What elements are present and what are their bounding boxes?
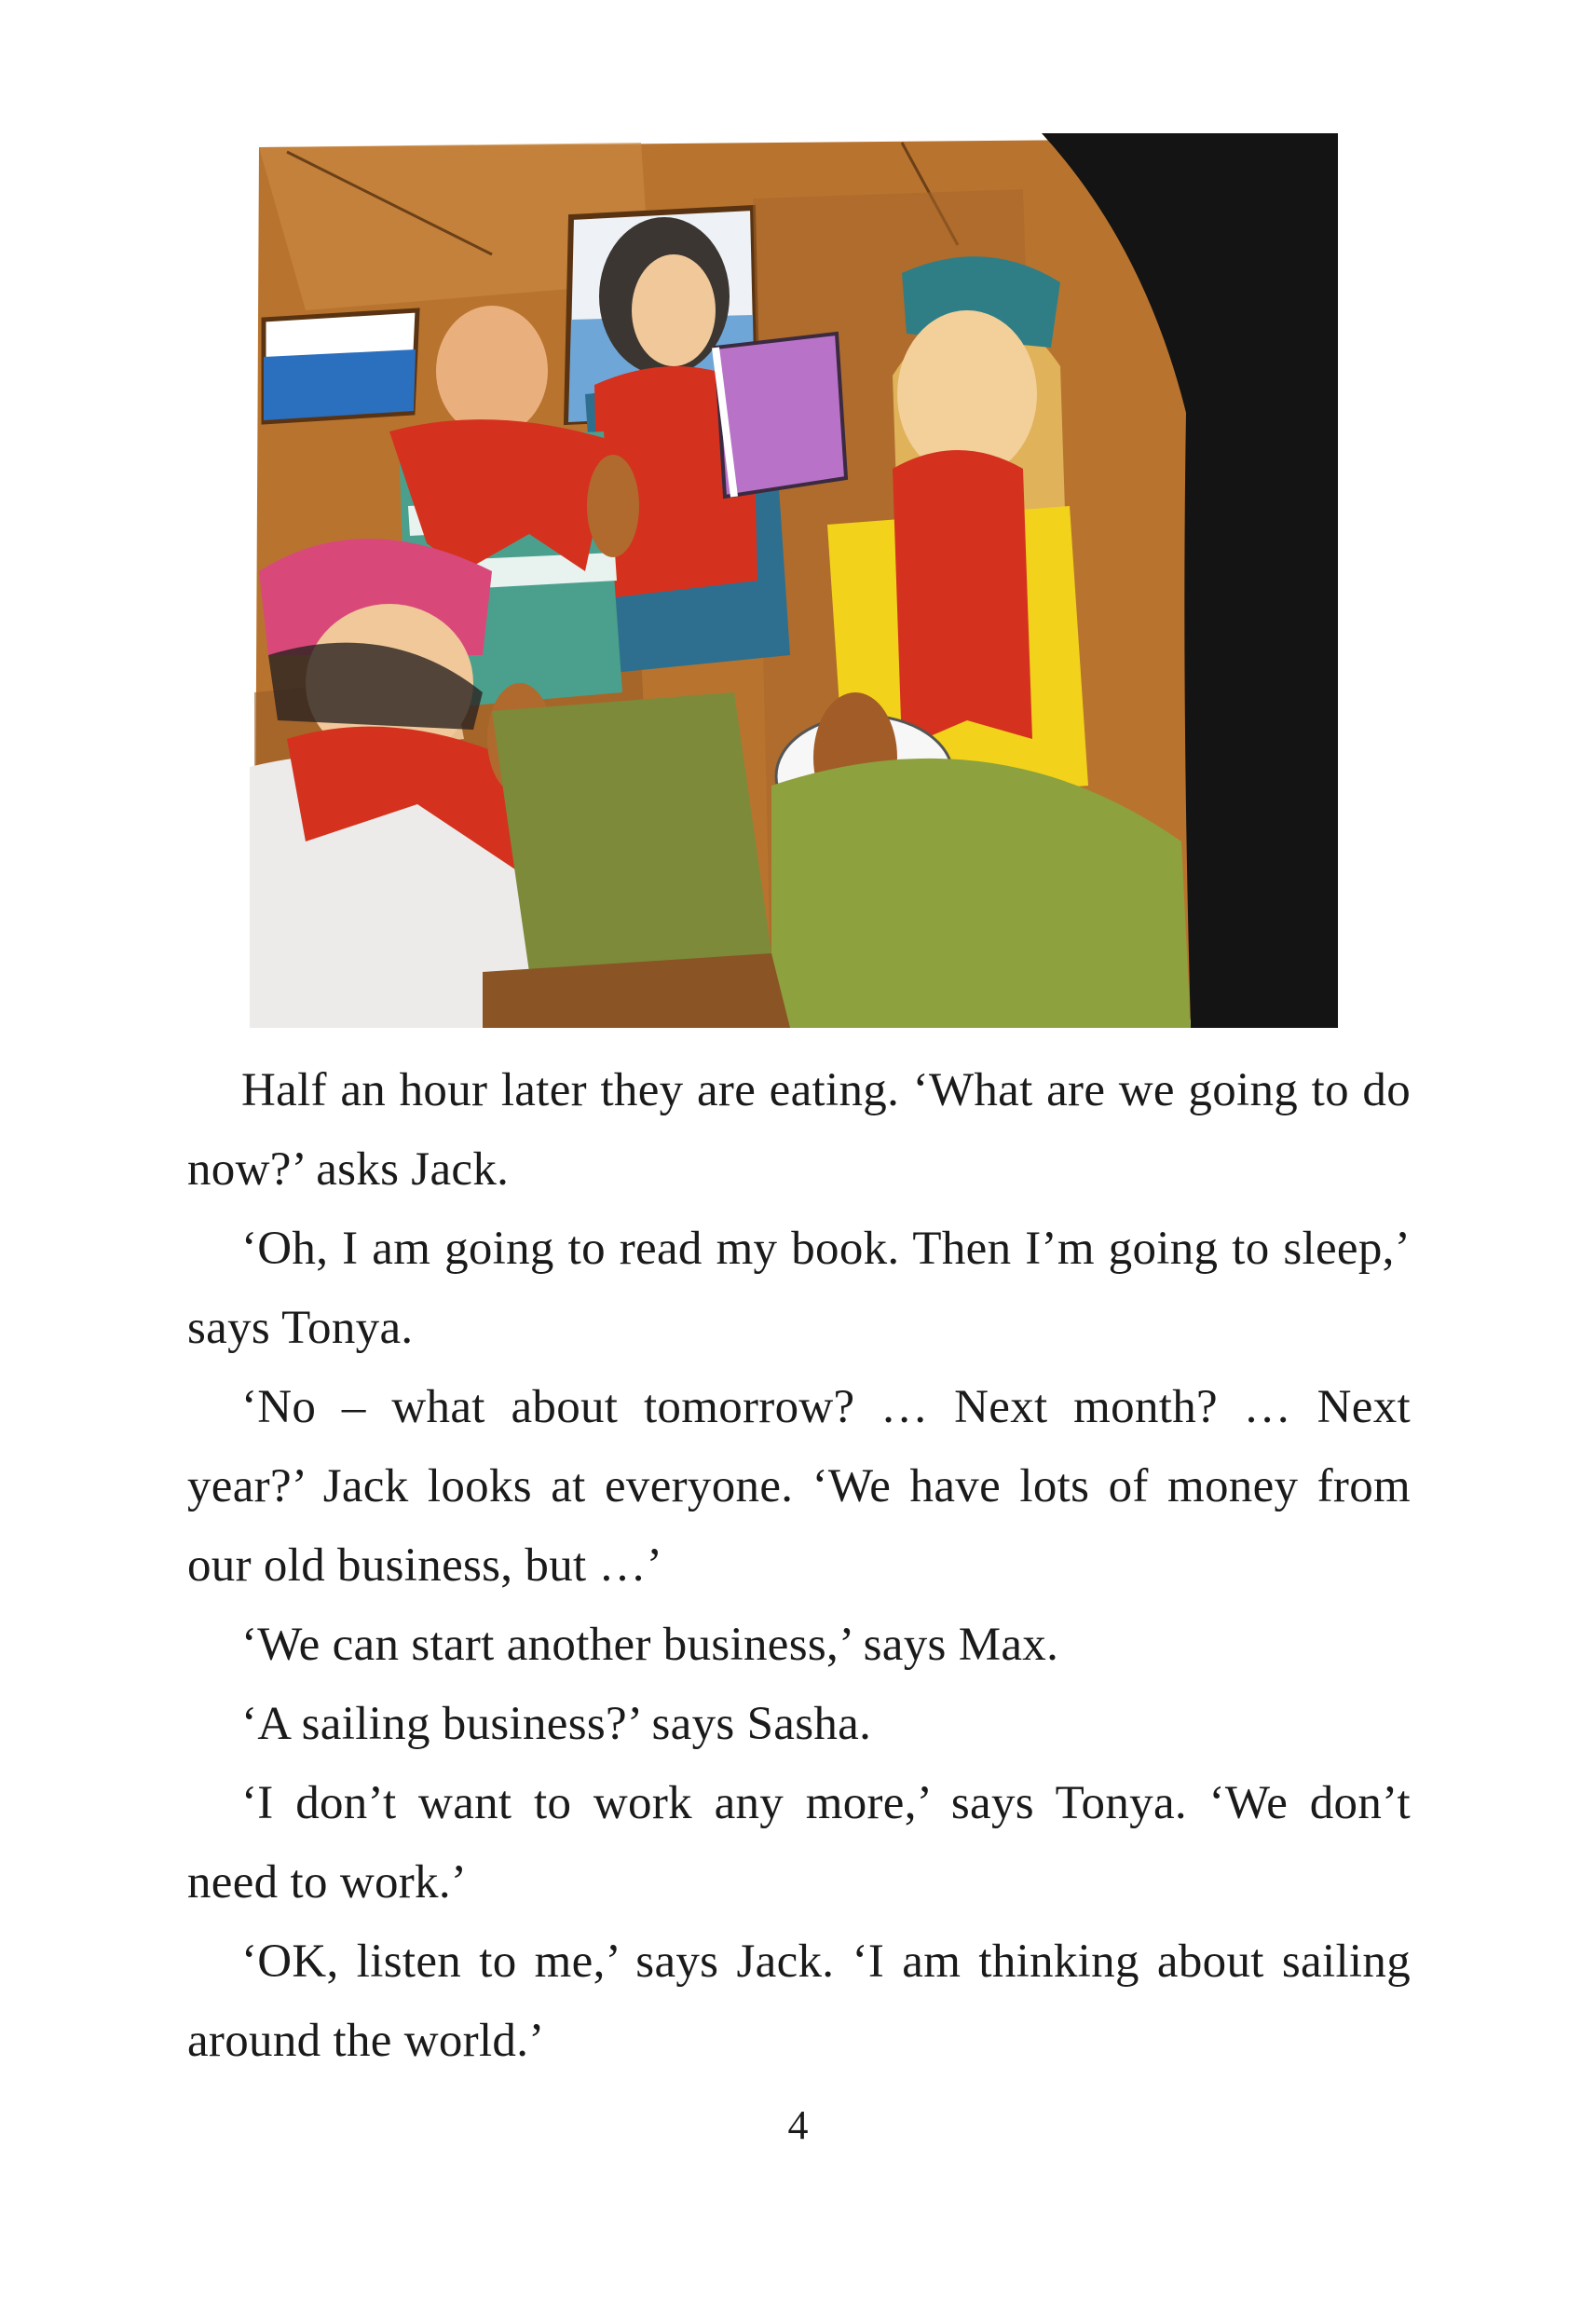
paragraph-4: ‘We can start another business,’ says Max. <box>241 1619 1059 1671</box>
page-number: 4 <box>787 2102 809 2148</box>
boat-cabin-illustration <box>250 133 1338 1028</box>
paragraph-1: Half an hour later they are eating. ‘What are we going to do now?’ asks Jack. <box>187 1064 1411 1196</box>
story-text <box>187 1051 1411 2081</box>
paragraph-2: ‘Oh, I am going to read my book. Then I’m going to sleep,’ says Tonya. <box>187 1223 1411 1354</box>
paragraph-5: ‘A sailing business?’ says Sasha. <box>241 1698 872 1750</box>
paragraph-7: ‘OK, listen to me,’ says Jack. ‘I am thinking about sailing around the world.’ <box>187 1936 1411 2067</box>
paragraph-3: ‘No – what about tomorrow? … Next month? … Next year?’ Jack looks at everyone. ‘We have lots of money from our old business, but …’ <box>187 1381 1411 1592</box>
paragraph-6: ‘I don’t want to work any more,’ says Tonya. ‘We don’t need to work.’ <box>187 1777 1411 1908</box>
illustration-svg <box>250 133 1338 1028</box>
